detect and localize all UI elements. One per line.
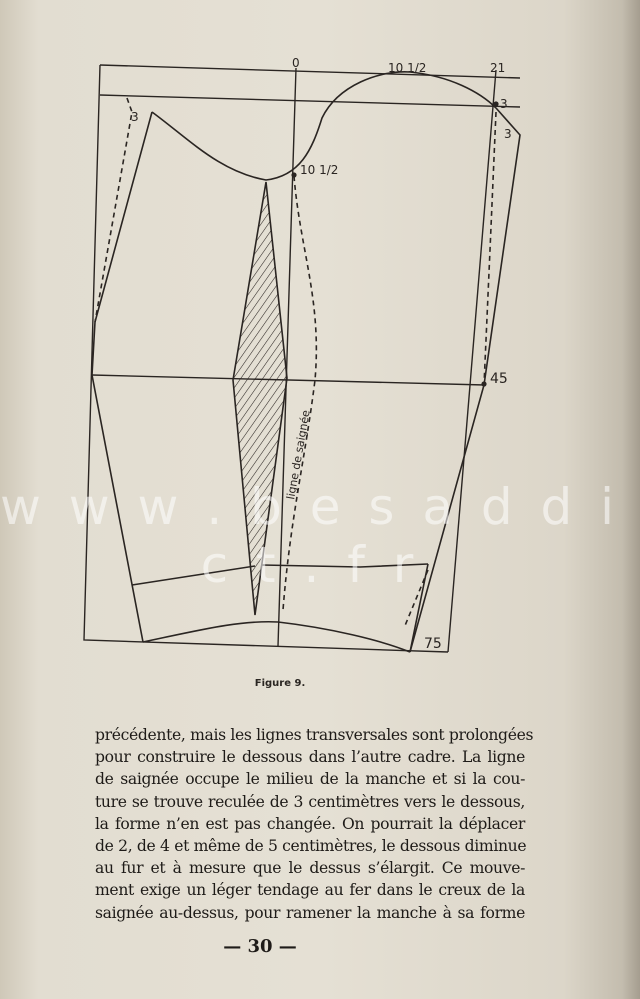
text-line: ture se trouve reculée de 3 centimètres vers le dessous, xyxy=(95,792,525,811)
text-line: saignée au-dessus, pour ramener la manche à sa forme xyxy=(95,903,525,922)
text-line: de 2, de 4 et même de 5 centimètres, le dessous diminue xyxy=(95,837,527,856)
watermark: w w w . b e s a d d i c t . f r xyxy=(0,478,621,594)
figure-caption: Figure 9. xyxy=(254,678,306,689)
text-line: précédente, mais les lignes transversales sont prolongées xyxy=(95,726,534,744)
point-forty-five xyxy=(481,381,486,386)
text-line: de saignée occupe le milieu de la manche et si la cou- xyxy=(95,770,525,789)
text-line: la forme n’en est pas changée. On pourrait la déplacer xyxy=(95,814,525,833)
label-three-right-b: 3 xyxy=(504,127,512,141)
page-number: — 30 — xyxy=(223,936,297,957)
label-twenty-one: 21 xyxy=(490,61,506,75)
label-ten-half-mid: 10 1/2 xyxy=(300,163,339,177)
text-line: au fur et à mesure que le dessus s’élargit. Ce mouve- xyxy=(95,859,525,878)
point-ten-half xyxy=(291,172,296,177)
frame-second-line xyxy=(100,95,520,107)
label-forty-five: 45 xyxy=(490,371,508,387)
label-ten-half-top: 10 1/2 xyxy=(388,61,427,75)
label-seventy-five: 75 xyxy=(424,636,442,652)
text-line: pour construire le dessous dans l’autre cadre. La ligne xyxy=(95,748,525,767)
label-three-right-a: 3 xyxy=(500,97,508,111)
label-three-top-left: 3 xyxy=(131,110,139,124)
label-zero: 0 xyxy=(292,56,300,70)
under-sleeve-left-dashed xyxy=(95,98,132,322)
point-top-right xyxy=(493,101,498,106)
frame-top-line xyxy=(100,65,520,78)
horizontal-45-line xyxy=(92,375,485,385)
text-line: ment exige un léger tendage au fer dans le creux de la xyxy=(95,881,525,900)
body-paragraph xyxy=(95,724,534,924)
label-ligne-de-saignee: ligne de saignée xyxy=(284,409,313,501)
sleeve-bottom-curve xyxy=(143,622,410,652)
